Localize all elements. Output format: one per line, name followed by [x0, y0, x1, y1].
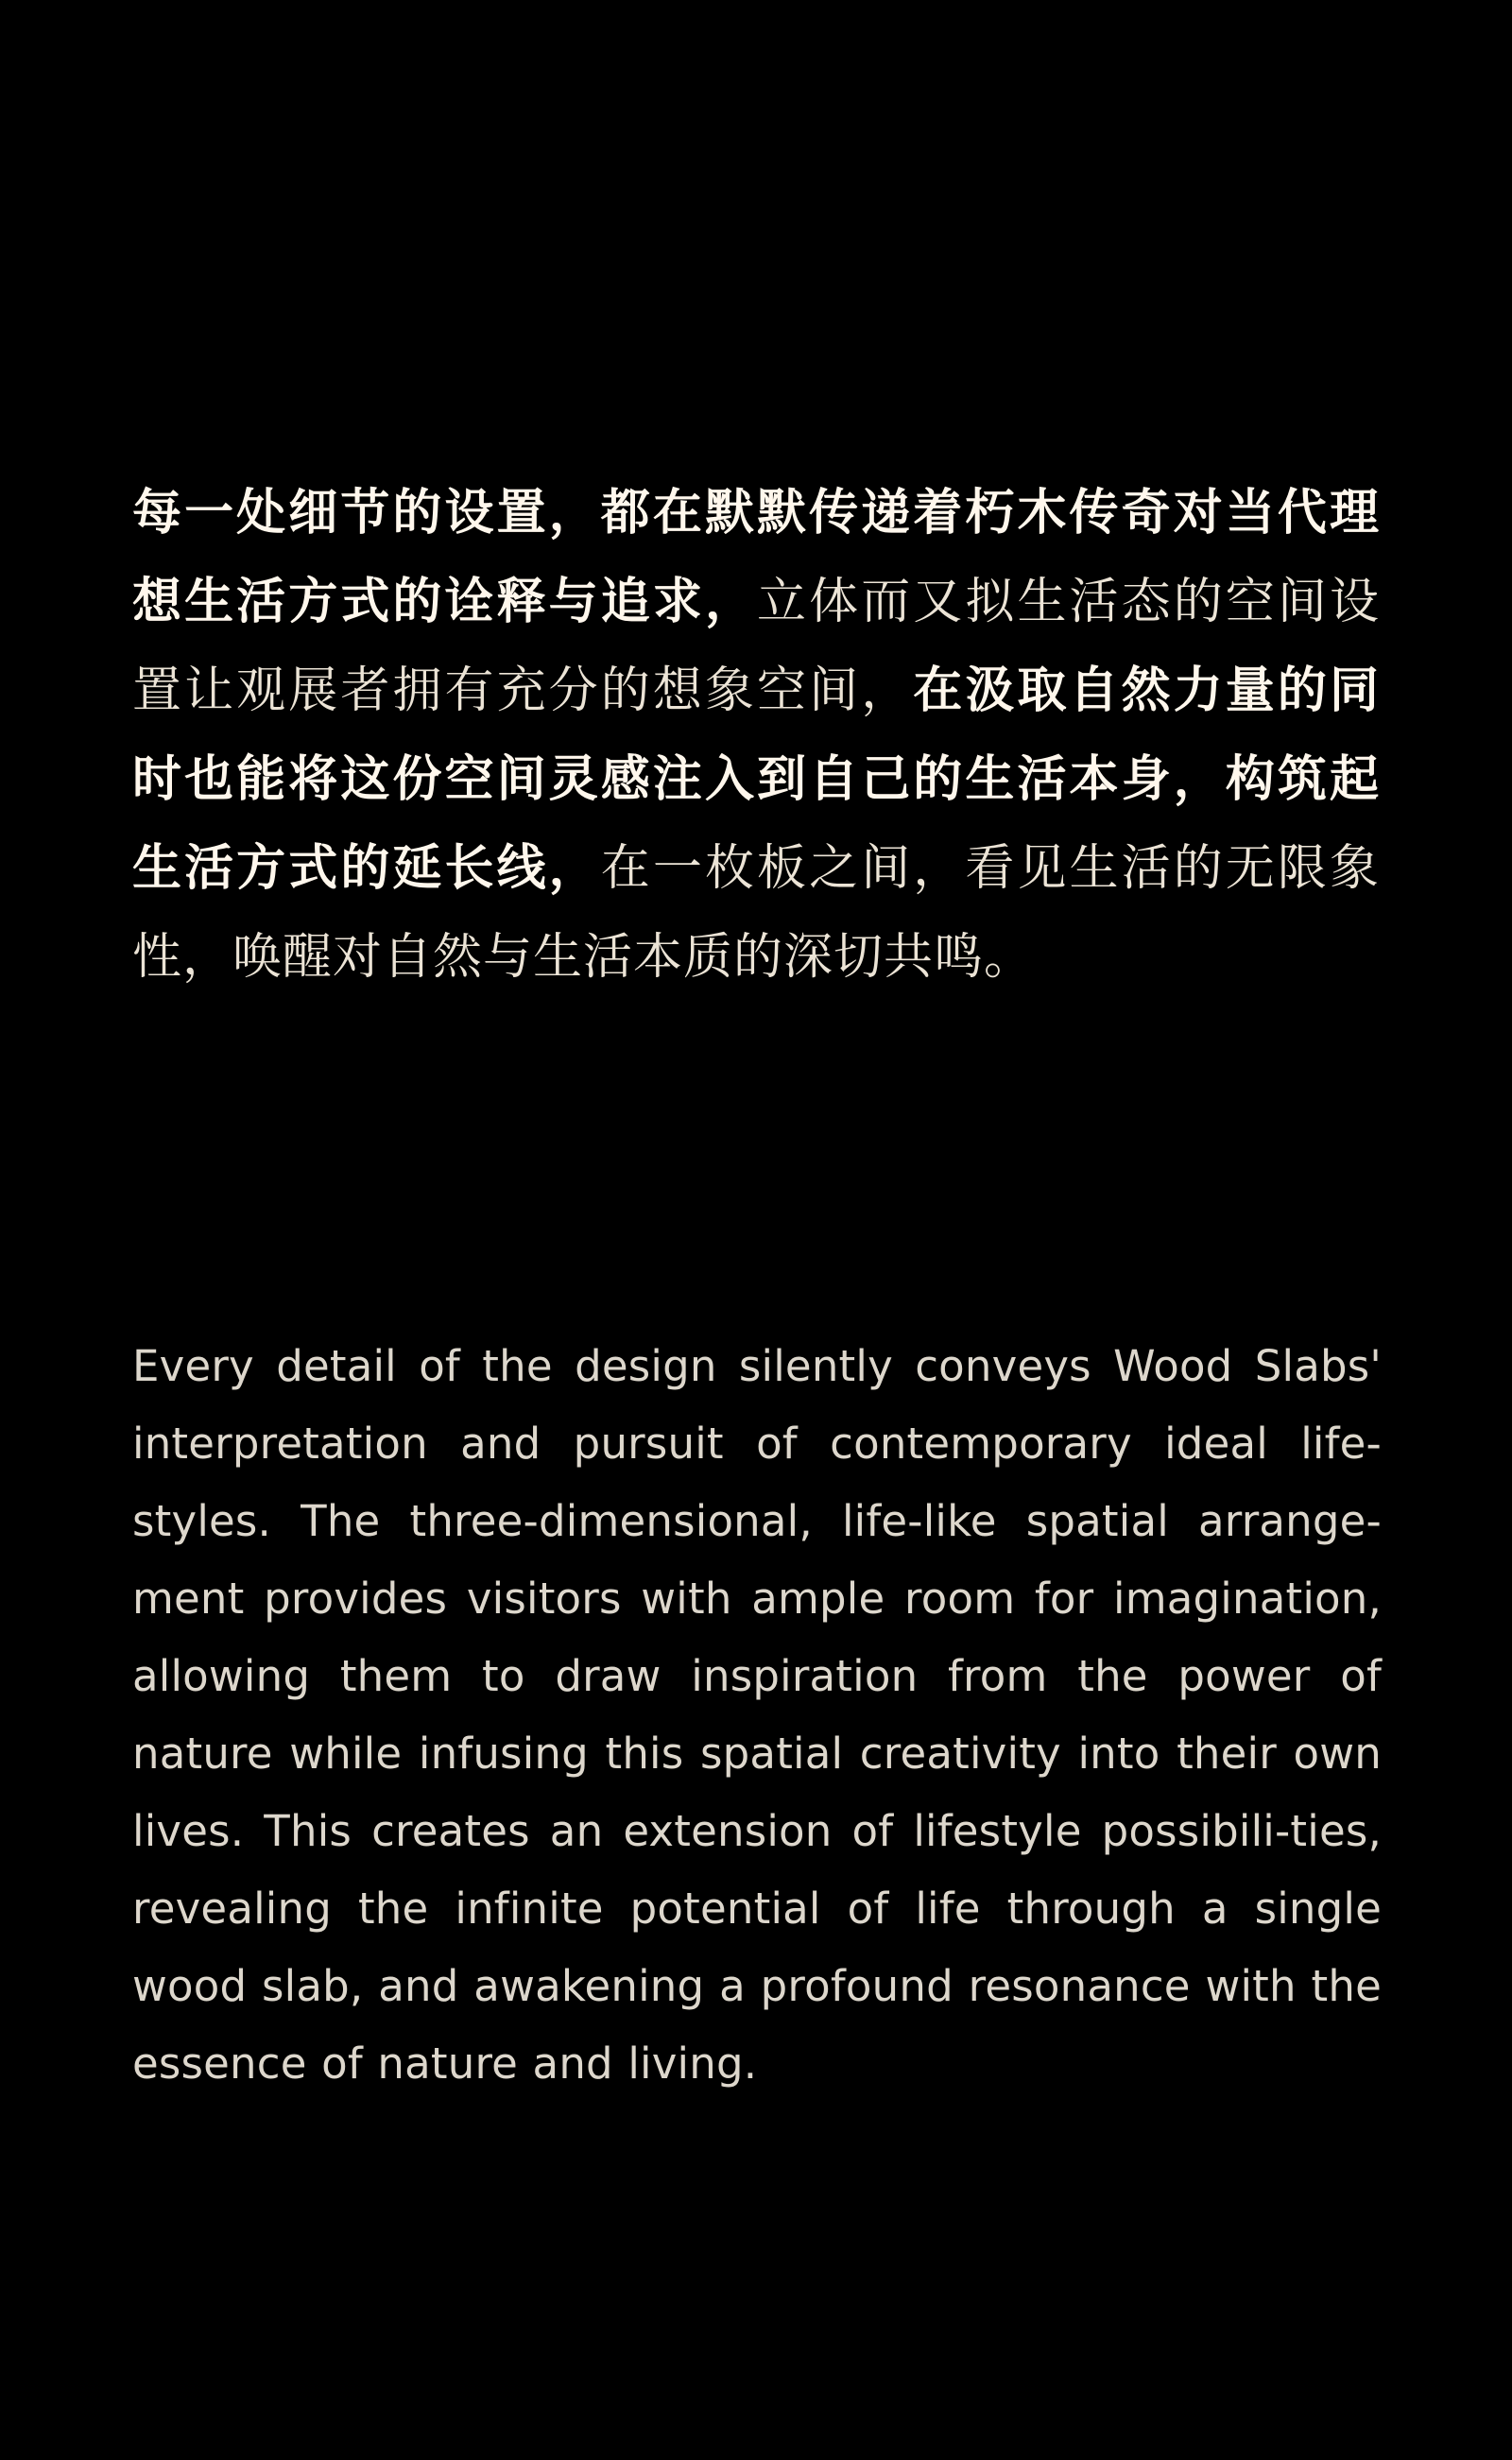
chinese-segment-1: 每一处细节的设置，都在默默传递着朽木传奇对当代理想生活方式的诠释与追求，	[132, 485, 1380, 630]
english-paragraph: Every detail of the design silently conveys Wood Slabs' interpretation and pursuit of contemporary ideal life-styles. The three-dimensional, life-like spatial arrange-ment provides visitors with ample room for imagination, allowing them to draw inspiration from the power of nature while infusing this spatial creativity into their own lives. This creates an extension of lifestyle possibili-ties, revealing the infinite potential of life through a single wood slab, and awakening a profound resonance with the essence of nature and living.	[132, 1341, 1382, 2089]
chinese-segment-3: 在汲取自然力量的同时也能将这份空间灵感注入到自己的生活本身，构筑起生活方式的延长线，	[132, 662, 1380, 897]
chinese-segment-4: 在一枚板之间，看见生活的无限象性，唤醒对自然与生活本质的深切共鸣。	[132, 840, 1380, 986]
chinese-segment-2: 立体而又拟生活态的空间设置让观展者拥有充分的想象空间，	[132, 574, 1380, 719]
chinese-paragraph	[132, 469, 1380, 1002]
